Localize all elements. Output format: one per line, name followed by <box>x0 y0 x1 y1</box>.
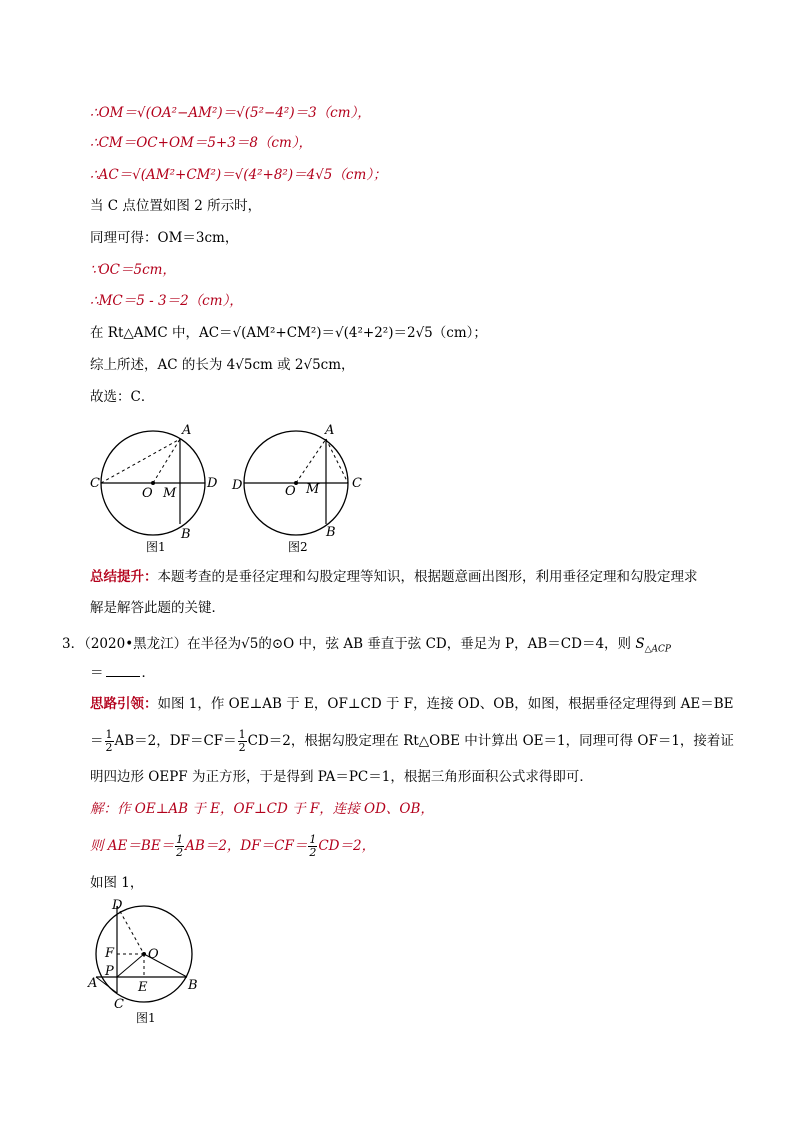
label-m: M <box>163 486 177 501</box>
fraction-denominator: 2 <box>238 741 246 754</box>
fraction-numerator: 1 <box>176 833 184 846</box>
figure-3-circle <box>86 896 206 1028</box>
label-c: C <box>90 476 100 491</box>
fraction-numerator: 1 <box>238 728 246 741</box>
fraction-denominator: 2 <box>309 846 317 859</box>
problem-source: （2020•黑龙江） <box>84 636 188 652</box>
label-d: D <box>232 478 243 493</box>
fraction-denominator: 2 <box>176 846 184 859</box>
solution-line-rt: 在 Rt△AMC 中，AC＝√(AM²+CM²)＝√(4²+2²)＝2√5（cm）； <box>90 325 487 341</box>
segment-ac <box>96 977 117 993</box>
solution-line-ac: ∴AC＝√(AM²+CM²)＝√(4²+8²)＝4√5（cm）； <box>90 167 387 183</box>
label-o: O <box>142 486 153 501</box>
problem-3-statement <box>62 634 671 660</box>
solution-line-choice: 故选：C． <box>90 389 155 405</box>
solution-line-oc: ∵OC＝5cm， <box>90 262 176 278</box>
figure-2-caption: 图2 <box>288 540 308 554</box>
fraction-half <box>238 729 247 754</box>
problem-text-a: 在半径为 <box>187 636 242 652</box>
answer-period: ． <box>141 665 155 681</box>
thinking-text-2c: CD＝2，根据勾股定理在 Rt△OBE 中计算出 OE＝1，同理可得 OF＝1，接着证 <box>247 733 734 749</box>
problem-number: 3． <box>62 636 85 652</box>
label-a: A <box>88 976 98 991</box>
thinking-line-1 <box>90 694 733 714</box>
fraction-half <box>105 729 114 754</box>
segment-ac <box>101 439 180 483</box>
fraction-denominator: 2 <box>105 741 113 754</box>
segment-ac <box>326 439 348 483</box>
fraction-numerator: 1 <box>309 833 317 846</box>
figure-1-caption: 图1 <box>146 540 166 554</box>
label-o: O <box>148 947 159 962</box>
label-f: F <box>105 946 115 961</box>
label-e: E <box>138 980 148 995</box>
segment-po <box>117 954 144 977</box>
problem-radius: √5 <box>241 636 259 652</box>
solution-3-line-2 <box>90 833 375 859</box>
answer-equals: ＝ <box>90 665 104 681</box>
summary-text-1: 本题考查的是垂径定理和勾股定理等知识，根据题意画出图形，利用垂径定理和勾股定理求 <box>157 569 698 585</box>
segment-oa <box>296 439 326 483</box>
label-b: B <box>188 978 198 993</box>
label-c: C <box>352 476 362 491</box>
thinking-label: 思路引领： <box>90 696 158 712</box>
area-symbol: S <box>635 636 645 652</box>
thinking-text-1: 如图 1，作 OE⊥AB 于 E，OF⊥CD 于 F，连接 OD、OB，如图，根据垂径定理得到 AE＝BE <box>157 696 734 712</box>
fraction-half <box>308 834 317 859</box>
area-subscript: △ACP <box>644 644 671 655</box>
label-b: B <box>326 525 336 540</box>
label-c: C <box>114 997 124 1012</box>
label-p: P <box>105 964 114 979</box>
fraction-half <box>175 834 184 859</box>
solution-line-same: 同理可得：OM＝3cm， <box>90 230 239 246</box>
solution-3-line-1: 解：作 OE⊥AB 于 E，OF⊥CD 于 F，连接 OD、OB， <box>90 801 434 817</box>
thinking-text-2b: AB＝2，DF＝CF＝ <box>114 733 237 749</box>
thinking-line-3: 明四边形 OEPF 为正方形，于是得到 PA＝PC＝1，根据三角形面积公式求得即可． <box>90 769 593 785</box>
solution-text-2a: 则 AE＝BE＝ <box>90 838 175 854</box>
answer-blank <box>106 676 140 677</box>
solution-line-case2: 当 C 点位置如图 2 所示时， <box>90 198 262 214</box>
fraction-numerator: 1 <box>105 728 113 741</box>
figure-1-circle <box>88 418 228 558</box>
label-d: D <box>112 898 123 913</box>
segment-oa <box>153 439 180 483</box>
label-a: A <box>182 423 192 438</box>
segment-od <box>117 906 144 954</box>
center-point <box>142 952 146 956</box>
solution-line-mc: ∴MC＝5 - 3＝2（cm）， <box>90 293 243 309</box>
solution-3-line-3: 如图 1， <box>90 875 144 891</box>
summary-label: 总结提升： <box>90 569 158 585</box>
figure-3-caption: 图1 <box>136 1011 156 1025</box>
solution-line-cm: ∴CM＝OC+OM＝5+3＝8（cm）， <box>90 135 313 151</box>
label-m: M <box>306 482 320 497</box>
label-b: B <box>181 527 191 542</box>
thinking-line-2 <box>90 728 734 754</box>
summary-paragraph <box>90 567 698 587</box>
center-point <box>151 481 155 485</box>
solution-text-2b: AB＝2，DF＝CF＝ <box>185 838 308 854</box>
solution-text-2c: CD＝2， <box>318 838 376 854</box>
summary-text-2: 解是解答此题的关键． <box>90 600 225 616</box>
label-o: O <box>285 484 296 499</box>
figure-2-circle <box>230 418 370 558</box>
problem-3-answer <box>90 663 155 683</box>
problem-text-b: 的⊙O 中，弦 AB 垂直于弦 CD，垂足为 P，AB＝CD＝4，则 <box>258 636 632 652</box>
label-d: D <box>207 476 218 491</box>
label-a: A <box>325 423 335 438</box>
thinking-text-2a: ＝ <box>90 733 104 749</box>
solution-line-conclusion: 综上所述，AC 的长为 4√5cm 或 2√5cm， <box>90 357 355 373</box>
solution-line-om: ∴OM＝√(OA²−AM²)＝√(5²−4²)＝3（cm）， <box>90 105 371 121</box>
